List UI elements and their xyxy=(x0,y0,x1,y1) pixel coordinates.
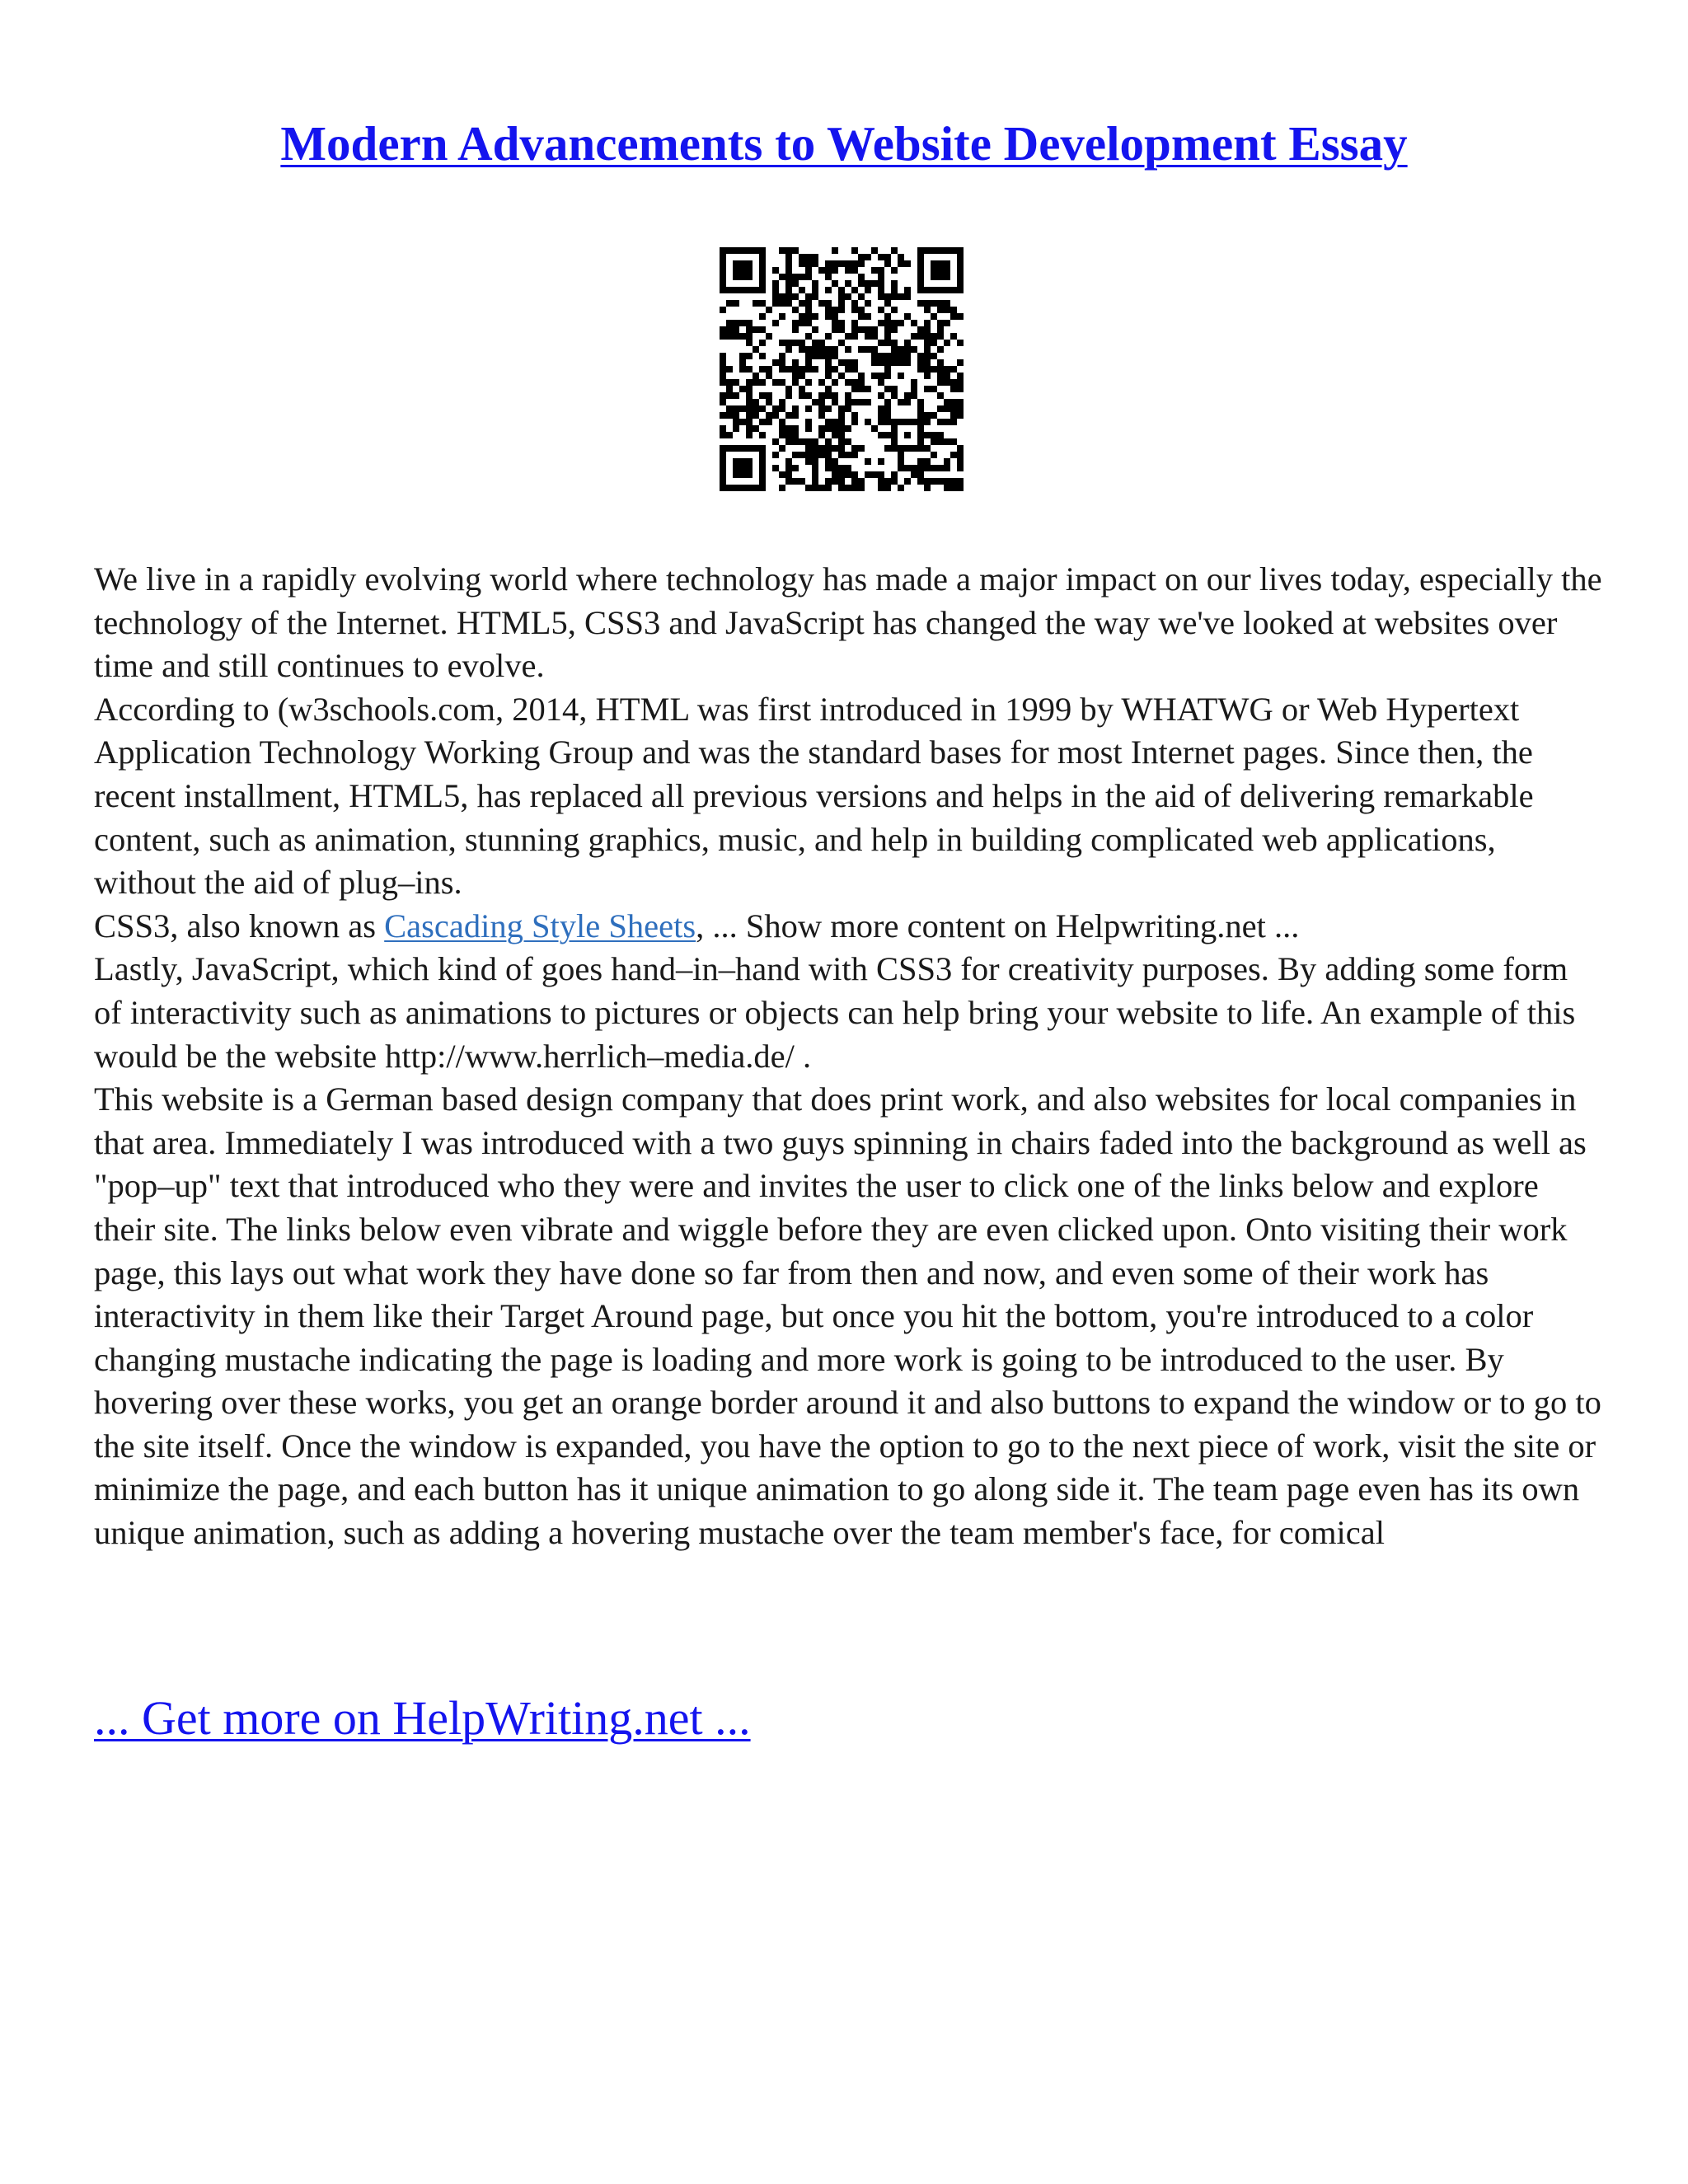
show-more-text: , ... Show more content on Helpwriting.net ... xyxy=(696,907,1300,944)
paragraph-intro: We live in a rapidly evolving world where technology has made a major impact on our lives today, especially the technology of the Internet. HTML5, CSS3 and JavaScript has changed the way we've looked at websites over time and still continues to evolve. xyxy=(94,560,1602,685)
essay-body xyxy=(94,558,1602,1555)
essay-title-link[interactable]: Modern Advancements to Website Development Essay xyxy=(280,116,1408,171)
paragraph-html-history: According to (w3schools.com, 2014, HTML was first introduced in 1999 by WHATWG or Web Hypertext Application Technology Working Group and was the standard bases for most Internet pages. Since then, the recent installment, HTML5, has replaced all previous versions and helps in the aid of delivering remarkable content, such as animation, stunning graphics, music, and help in building complicated web applications, without the aid of plug–ins. xyxy=(94,690,1534,902)
css3-prefix: CSS3, also known as xyxy=(94,907,385,944)
cascading-style-sheets-link[interactable]: Cascading Style Sheets xyxy=(384,907,696,944)
get-more-link[interactable]: ... Get more on HelpWriting.net ... xyxy=(94,1691,751,1745)
paragraph-css3 xyxy=(94,905,1602,949)
paragraph-javascript: Lastly, JavaScript, which kind of goes hand–in–hand with CSS3 for creativity purposes. By adding some form of interactivity such as animations to pictures or objects can help bring your website to life. An example of this would be the website http://www.herrlich–media.de/ . xyxy=(94,950,1576,1075)
qr-code-icon xyxy=(720,247,964,491)
paragraph-german-website: This website is a German based design company that does print work, and also websites for local companies in that area. Immediately I was introduced with a two guys spinning in chairs faded into the background as well as "pop–up" text that introduced who they were and invites the user to click one of the links below and explore their site. The links below even vibrate and wiggle before they are even clicked upon. Onto visiting their work page, this lays out what work they have done so far from then and now, and even some of their work has interactivity in them like their Target Around page, but once you hit the bottom, you're introduced to a color changing mustache indicating the page is loading and more work is going to be introduced to the user. By hovering over these works, you get an orange border around it and also buttons to expand the window or to go to the site itself. Once the window is expanded, you have the option to go to the next piece of work, visit the site or minimize the page, and each button has it unique animation to go along side it. The team page even has its own unique animation, such as adding a hovering mustache over the team member's face, for comical xyxy=(94,1080,1601,1552)
